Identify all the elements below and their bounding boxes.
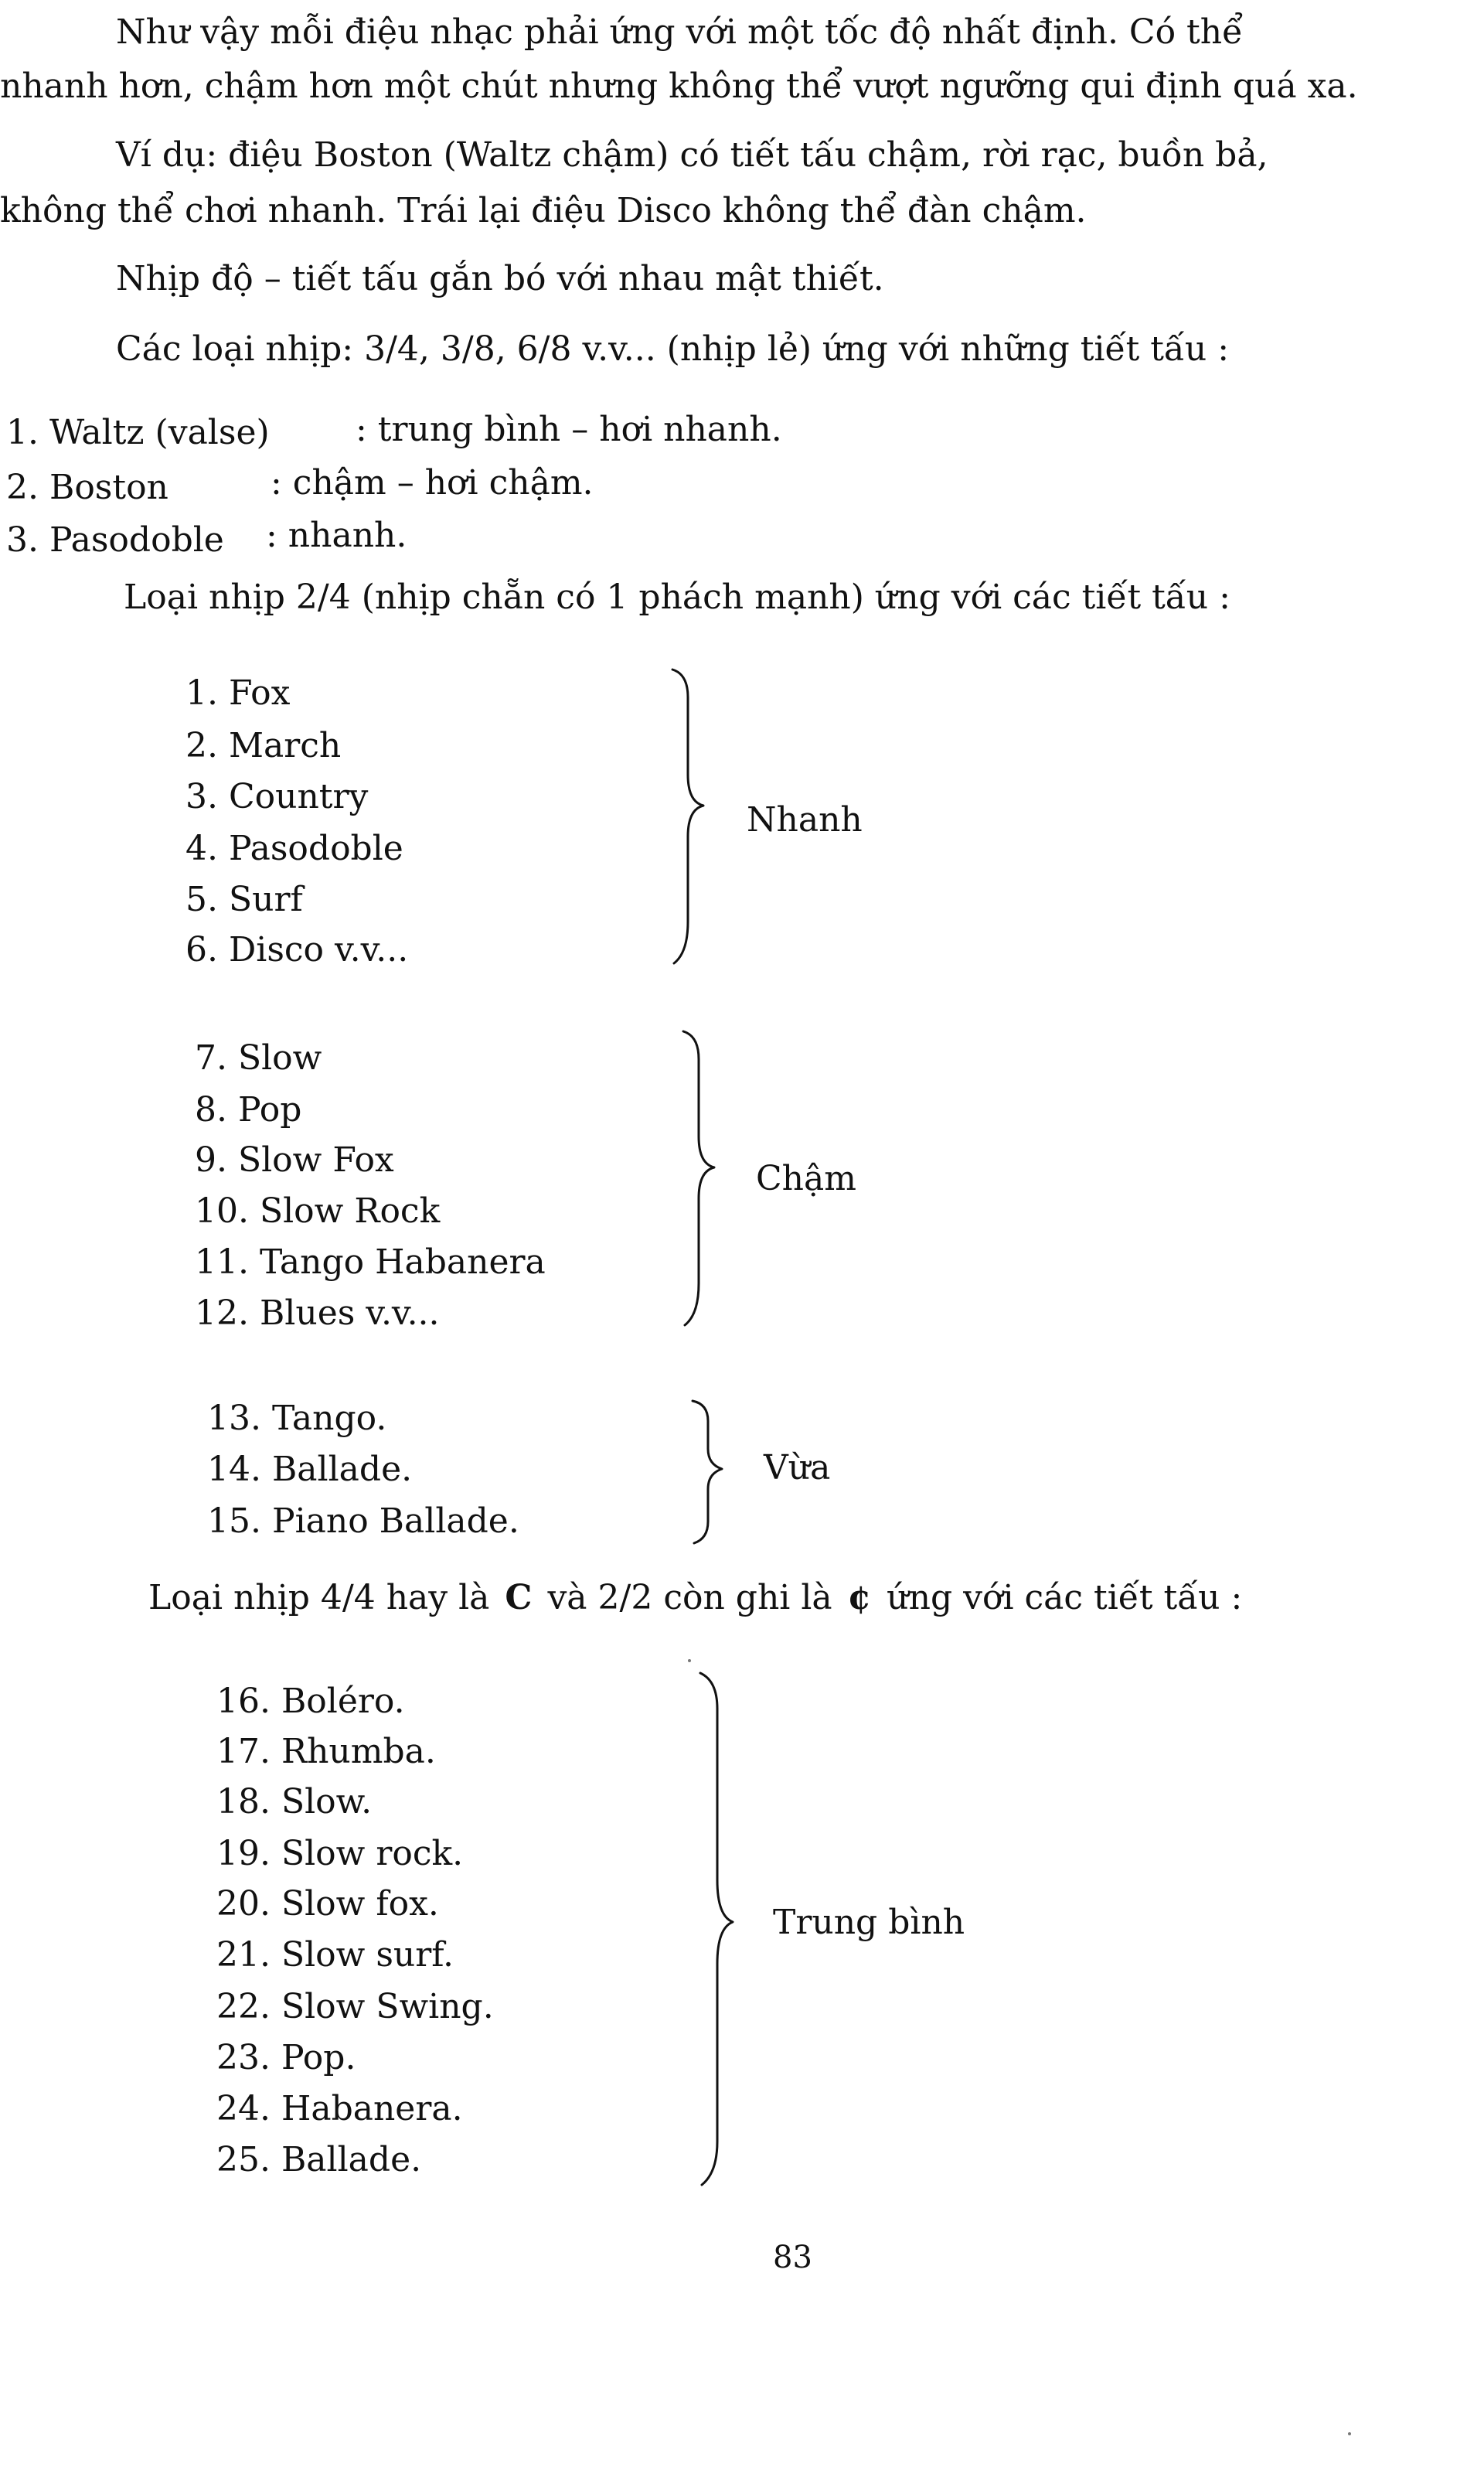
group-nhanh-item: 3. Country xyxy=(186,777,369,816)
group-label-cham: Chậm xyxy=(756,1159,856,1198)
odd-meter-name: Boston xyxy=(49,468,168,507)
group-trung-binh-item: 20. Slow fox. xyxy=(216,1884,439,1924)
odd-meter-name: Waltz (valse) xyxy=(49,413,270,452)
group-cham-item: 10. Slow Rock xyxy=(195,1191,441,1231)
odd-meter-item-1 xyxy=(6,414,270,453)
intro-text-part1: Loại nhịp 4/4 hay là xyxy=(148,1578,490,1617)
paragraph-2-line-1: Ví dụ: điệu Boston (Waltz chậm) có tiết tấu chậm, rời rạc, buồn bả, xyxy=(116,135,1268,175)
group-cham-item: 8. Pop xyxy=(195,1090,302,1130)
intro-text-part3: ứng với các tiết tấu : xyxy=(887,1578,1243,1617)
common-time-symbol: C xyxy=(505,1578,533,1617)
group-label-trung-binh: Trung bình xyxy=(773,1903,965,1942)
brace-trung-binh xyxy=(693,1670,754,2196)
group-trung-binh-item: 17. Rhumba. xyxy=(216,1732,436,1771)
paragraph-3: Nhịp độ – tiết tấu gắn bó với nhau mật thiết. xyxy=(116,259,884,298)
odd-meter-number: 3. xyxy=(6,520,39,560)
group-trung-binh-item: 18. Slow. xyxy=(216,1782,373,1821)
odd-meter-number: 2. xyxy=(6,468,39,507)
odd-meter-desc-2: : chậm – hơi chậm. xyxy=(271,463,594,503)
group-label-vua: Vừa xyxy=(764,1448,831,1487)
odd-meter-desc-1: : trung bình – hơi nhanh. xyxy=(356,410,782,449)
section-4-4-intro xyxy=(148,1579,1242,1618)
group-trung-binh-item: 21. Slow surf. xyxy=(216,1935,454,1975)
odd-meter-name: Pasodoble xyxy=(49,520,224,560)
ink-dot xyxy=(688,1659,691,1662)
page-number: 83 xyxy=(773,2240,812,2275)
group-trung-binh-item: 25. Ballade. xyxy=(216,2140,422,2179)
odd-meter-item-3 xyxy=(6,521,224,561)
group-nhanh-item: 2. March xyxy=(186,726,342,765)
cut-time-symbol: ¢ xyxy=(847,1578,872,1617)
group-trung-binh-item: 23. Pop. xyxy=(216,2038,356,2077)
odd-meter-desc-3: : nhanh. xyxy=(266,516,407,555)
paragraph-2-line-2: không thể chơi nhanh. Trái lại điệu Disco không thể đàn chậm. xyxy=(0,191,1087,230)
group-nhanh-item: 5. Surf xyxy=(186,880,303,919)
group-vua-item: 15. Piano Ballade. xyxy=(207,1501,519,1541)
group-cham-item: 9. Slow Fox xyxy=(195,1140,394,1180)
brace-cham xyxy=(676,1028,737,1338)
group-nhanh-item: 6. Disco v.v... xyxy=(186,930,409,969)
odd-meter-number: 1. xyxy=(6,413,39,452)
group-label-nhanh: Nhanh xyxy=(747,800,863,840)
section-2-4-intro: Loại nhịp 2/4 (nhịp chẵn có 1 phách mạnh) ứng với các tiết tấu : xyxy=(124,578,1230,617)
group-nhanh-item: 4. Pasodoble xyxy=(186,829,403,868)
group-trung-binh-item: 24. Habanera. xyxy=(216,2089,463,2128)
brace-nhanh xyxy=(665,666,727,976)
brace-vua xyxy=(685,1398,747,1552)
paragraph-4: Các loại nhịp: 3/4, 3/8, 6/8 v.v... (nhịp lẻ) ứng với những tiết tấu : xyxy=(116,329,1230,369)
odd-meter-item-2 xyxy=(6,469,168,508)
group-nhanh-item: 1. Fox xyxy=(186,673,291,713)
group-trung-binh-item: 22. Slow Swing. xyxy=(216,1987,494,2026)
group-cham-item: 12. Blues v.v... xyxy=(195,1293,440,1333)
ink-dot xyxy=(1348,2432,1351,2435)
group-vua-item: 13. Tango. xyxy=(207,1399,387,1438)
paragraph-1-line-2: nhanh hơn, chậm hơn một chút nhưng không thể vượt ngưỡng qui định quá xa. xyxy=(0,66,1358,106)
group-cham-item: 11. Tango Habanera xyxy=(195,1242,546,1282)
intro-text-part2: và 2/2 còn ghi là xyxy=(547,1578,832,1617)
group-trung-binh-item: 19. Slow rock. xyxy=(216,1834,464,1873)
paragraph-1-line-1: Như vậy mỗi điệu nhạc phải ứng với một tốc độ nhất định. Có thể xyxy=(116,12,1244,52)
group-trung-binh-item: 16. Boléro. xyxy=(216,1682,405,1721)
group-cham-item: 7. Slow xyxy=(195,1038,322,1078)
group-vua-item: 14. Ballade. xyxy=(207,1450,413,1489)
